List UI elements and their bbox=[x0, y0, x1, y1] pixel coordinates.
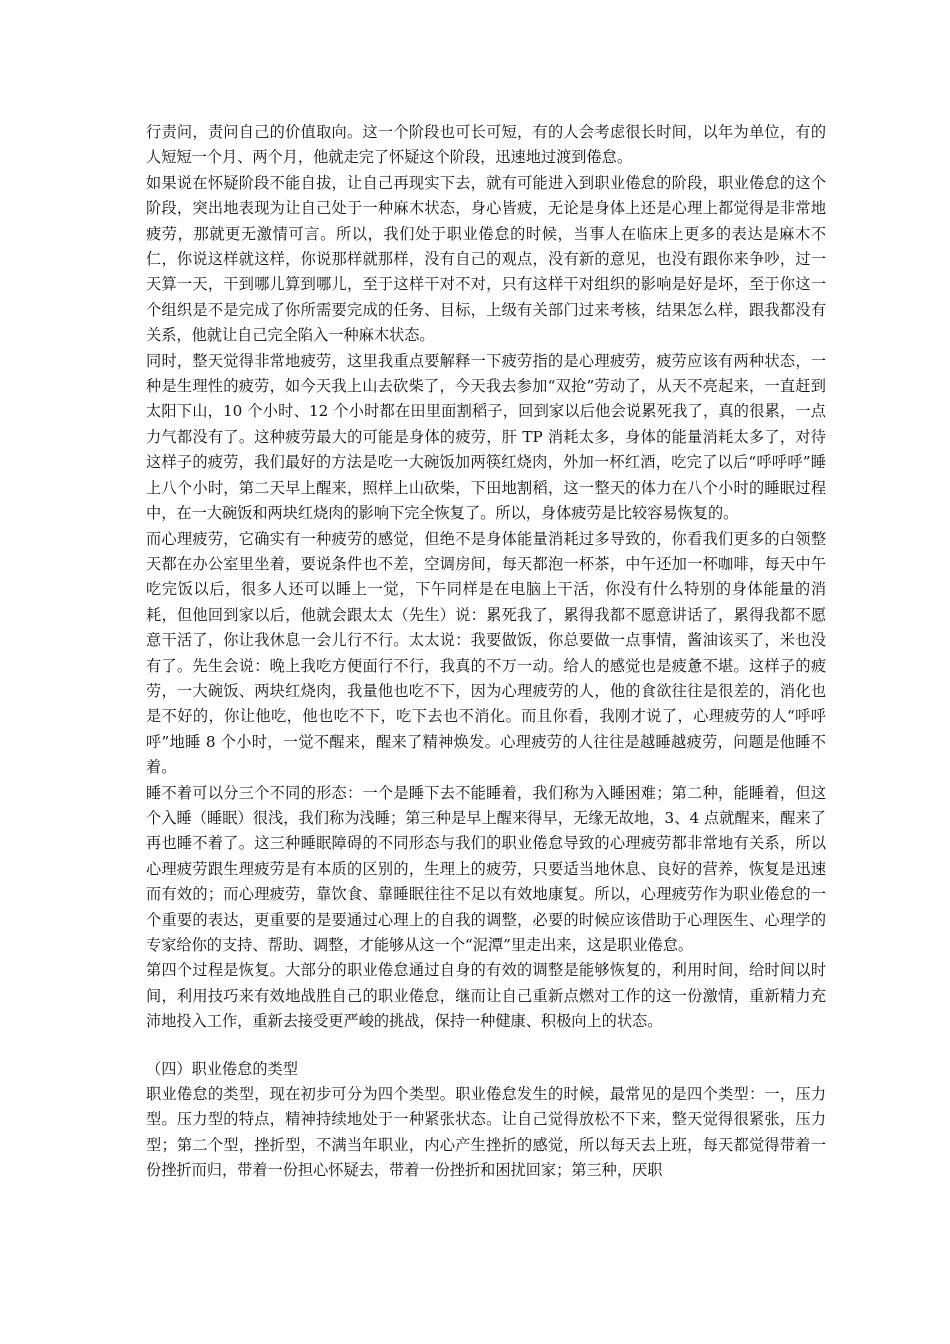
section-spacer bbox=[146, 1035, 826, 1057]
paragraph-recovery: 第四个过程是恢复。大部分的职业倦怠通过自身的有效的调整是能够恢复的，利用时间，给时间以时间，利用技巧来有效地战胜自己的职业倦怠，继而让自己重新点燃对工作的这一份激情，重新精力充沛地投入工作，重新去接受更严峻的挑战，保持一种健康、积极向上的状态。 bbox=[146, 961, 826, 1031]
document-page bbox=[146, 120, 826, 1184]
paragraph-doubt-stage: 行责问，责问自己的价值取向。这一个阶段也可长可短，有的人会考虑很长时间，以年为单位，有的人短短一个月、两个月，他就走完了怀疑这个阶段，迅速地过渡到倦怠。 bbox=[146, 123, 826, 167]
paragraph-mental-fatigue: 而心理疲劳，它确实有一种疲劳的感觉，但绝不是身体能量消耗过多导致的，你看我们更多的白领整天都在办公室里坐着，要说条件也不差，空调房间，每天都泡一杯茶，中午还加一杯咖啡，每天中午吃完饭以后，很多人还可以睡上一觉，下午同样是在电脑上干活，你没有什么特别的身体能量的消耗，但他回到家以后，他就会跟太太（先生）说：累死我了，累得我都不愿意讲话了，累得我都不愿意干活了，你让我休息一会儿行不行。太太说：我要做饭，你总要做一点事情，酱油该买了，米也没有了。先生会说：晚上我吃方便面行不行，我真的不万一动。给人的感觉也是疲惫不堪。这样子的疲劳，一大碗饭、两块红烧肉，我量他也吃不下，因为心理疲劳的人，他的食欲往往是很差的，消化也是不好的，你让他吃，他也吃不下，吃下去也不消化。而且你看，我刚才说了，心理疲劳的人“呼呼呼”地睡 8 个小时，一觉不醒来，醒来了精神焕发。心理疲劳的人往往是越睡越疲劳，问题是他睡不着。 bbox=[146, 529, 826, 777]
paragraph-physical-fatigue: 同时，整天觉得非常地疲劳，这里我重点要解释一下疲劳指的是心理疲劳，疲劳应该有两种状态，一种是生理性的疲劳，如今天我上山去砍柴了，今天我去参加“双抢”劳动了，从天不亮起来，一直赶到太阳下山，10 个小时、12 个小时都在田里面割稻子，回到家以后他会说累死我了，真的很累，一点力气都没有了。这种疲劳最大的可能是身体的疲劳，肝 TP 消耗太多，身体的能量消耗太多了，对待这样子的疲劳，我们最好的方法是吃一大碗饭加两筷红烧肉，外加一杯红酒，吃完了以后“呼呼呼”睡上八个小时，第二天早上醒来，照样上山砍柴，下田地割稻，这一整天的体力在八个小时的睡眠过程中，在一大碗饭和两块红烧肉的影响下完全恢复了。所以，身体疲劳是比较容易恢复的。 bbox=[146, 351, 826, 523]
paragraph-burnout-types: 职业倦怠的类型，现在初步可分为四个类型。职业倦怠发生的时候，最常见的是四个类型：一，压力型。压力型的特点，精神持续地处于一种紧张状态。让自己觉得放松不下来，整天觉得很紧张，压力型；第二个型，挫折型，不满当年职业，内心产生挫折的感觉，所以每天去上班，每天都觉得带着一份挫折而归，带着一份担心怀疑去，带着一份挫折和困扰回家；第三种，厌职 bbox=[146, 1085, 826, 1180]
paragraph-burnout-stage: 如果说在怀疑阶段不能自拔，让自己再现实下去，就有可能进入到职业倦怠的阶段，职业倦怠的这个阶段，突出地表现为让自己处于一种麻木状态，身心皆疲，无论是身体上还是心理上都觉得是非常地疲劳，那就更无激情可言。所以，我们处于职业倦怠的时候，当事人在临床上更多的表达是麻木不仁，你说这样就这样，你说那样就那样，没有自己的观点，没有新的意见，也没有跟你来争吵，过一天算一天，干到哪儿算到哪儿，至于这样干对不对，只有这样干对组织的影响是好是坏，至于你这一个组织是不是完成了你所需要完成的任务、目标，上级有关部门过来考核，结果怎么样，跟我都没有关系，他就让自己完全陷入一种麻木状态。 bbox=[146, 173, 826, 345]
paragraph-sleep-disorders: 睡不着可以分三个不同的形态：一个是睡下去不能睡着，我们称为入睡困难；第二种，能睡着，但这个入睡（睡眠）很浅，我们称为浅睡；第三种是早上醒来得早，无缘无故地，3、4 点就醒来，醒来了再也睡不着了。这三种睡眠障碍的不同形态与我们的职业倦怠导致的心理疲劳都非常地有关系，所以心理疲劳跟生理疲劳是有本质的区别的，生理上的疲劳，只要适当地休息、良好的营养，恢复是迅速而有效的；而心理疲劳，靠饮食、靠睡眠往往不足以有效地康复。所以，心理疲劳作为职业倦怠的一个重要的表达，更重要的是要通过心理上的自我的调整，必要的时候应该借助于心理医生、心理学的专家给你的支持、帮助、调整，才能够从这一个“泥潭”里走出来，这是职业倦怠。 bbox=[146, 783, 826, 954]
section-heading: （四）职业倦怠的类型 bbox=[146, 1059, 298, 1078]
